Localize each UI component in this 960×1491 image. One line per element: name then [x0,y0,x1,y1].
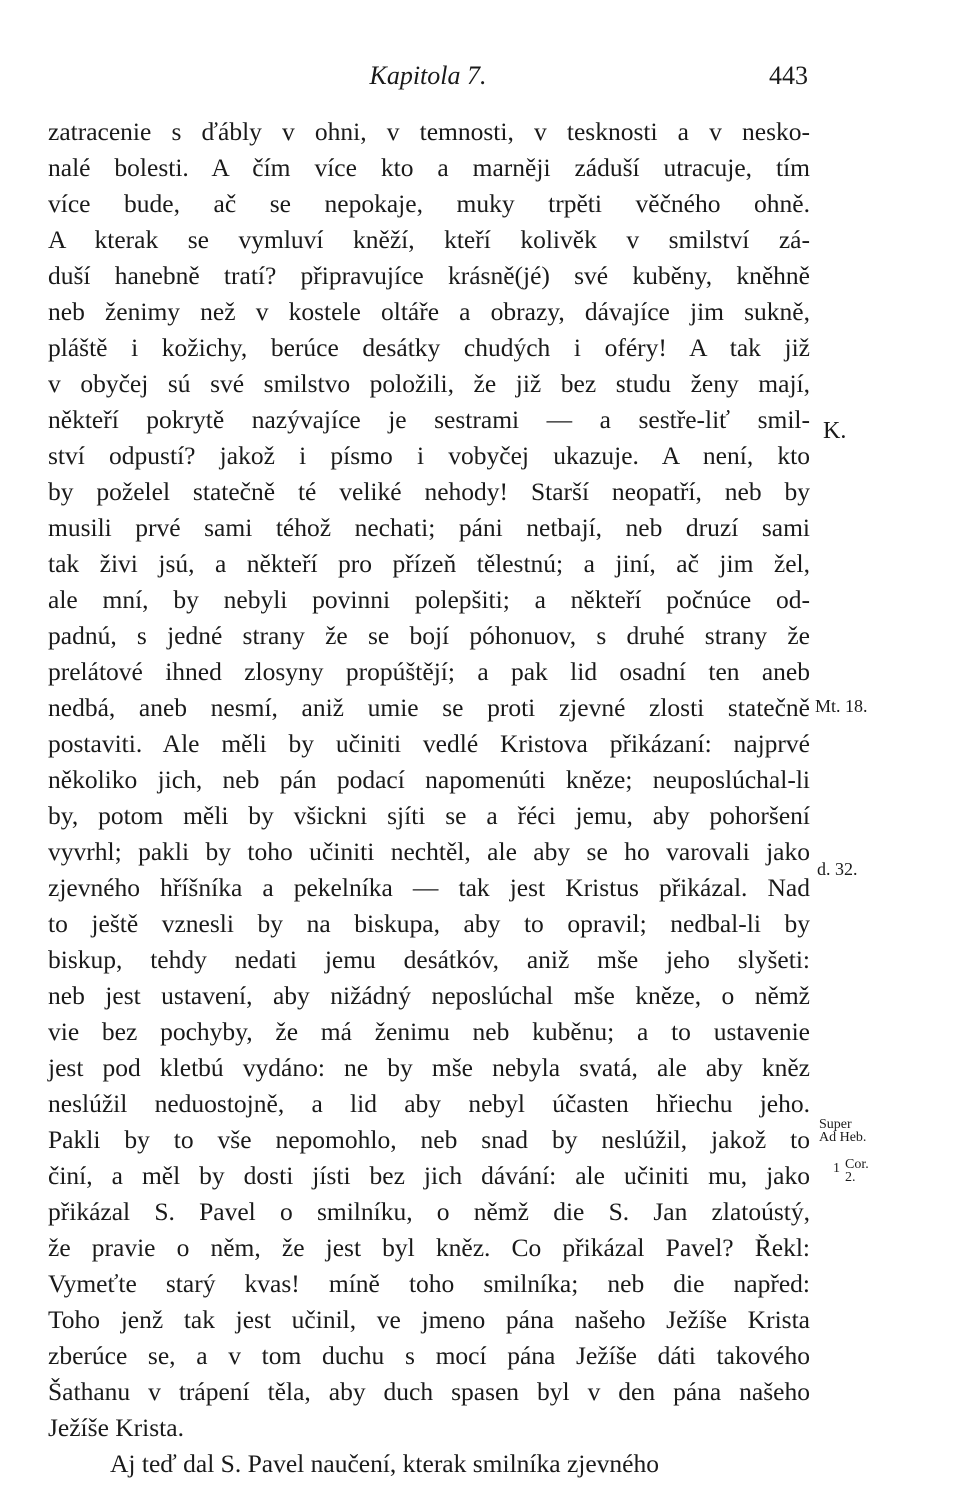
text-line: Pakli by to vše nepomohlo, neb snad by neslúžil, jakož to [48,1125,810,1154]
text-line: vyvrhl; pakli by toho učiniti nechtěl, ale aby se ho varovali jako [48,837,810,866]
margin-notes [815,0,955,1491]
text-line: Ježíše Krista. [48,1413,184,1442]
margin-note-cor-number: 1 [833,1161,840,1176]
text-line: prelátové ihned zlosyny propúštějí; a pak lid osadní ten aneb [48,657,810,686]
margin-note-k: K. [823,418,847,444]
text-line: zberúce se, a v tom duchu s mocí pána Ježíše dáti takového [48,1341,810,1370]
margin-note-mt18: Mt. 18. [815,696,868,716]
text-line: neb jest ustavení, aby nižádný neposlúchal mše kněze, o němž [48,981,810,1010]
text-line: pláště i kožichy, berúce desátky chudých i oféry! A tak již [48,333,810,362]
text-line: nedbá, aneb nesmí, aniž umie se proti zjevné zlosti statečně [48,693,810,722]
text-line: musili prvé sami téhož nechati; páni netbají, neb druzí sami [48,513,810,542]
text-line: padnú, s jedné strany že se bojí póhonuov, s druhé strany že [48,621,810,650]
text-line: Toho jenž tak jest učinil, ve jmeno pána našeho Ježíše Krista [48,1305,810,1334]
page-header [48,60,808,100]
text-line: to ještě vznesli by na biskupa, aby to opravil; nedbal-li by [48,909,810,938]
text-line: zjevného hříšníka a pekelníka — tak jest Kristus přikázal. Nad [48,873,810,902]
text-line: ale mní, by nebyli povinni polepšiti; a někteří počnúce od- [48,585,810,614]
text-line: činí, a měl by dosti jísti bez jich dávání: ale učiniti mu, jako [48,1161,810,1190]
text-line: postaviti. Ale měli by učiniti vedlé Kristova přikázaní: najprvé [48,729,810,758]
margin-note-cor-line2: 2. [845,1170,856,1185]
margin-note-super-line2: Ad Heb. [819,1130,867,1145]
text-line: Vymeťte starý kvas! míně toho smilníka; neb die napřed: [48,1269,810,1298]
page-number: 443 [769,61,808,90]
text-line: vie bez pochyby, že má ženimu neb kuběnu; a to ustavenie [48,1017,810,1046]
margin-note-super-line1: Super [819,1117,852,1132]
text-line: Aj teď dal S. Pavel naučení, kterak smilníka zjevného [110,1449,659,1478]
text-line: Šathanu v trápení těla, aby duch spasen byl v den pána našeho [48,1377,810,1406]
text-line: jest pod kletbú vydáno: ne by mše nebyla svatá, ale aby kněz [48,1053,810,1082]
running-head: Kapitola 7. [369,61,487,90]
text-line: několiko jich, neb pán podací napomenúti kněze; neuposlúchal-li [48,765,810,794]
text-line: že pravie o něm, že jest byl kněz. Co přikázal Pavel? Řekl: [48,1233,810,1262]
text-line: biskup, tehdy nedati jemu desátkóv, aniž mše jeho slyšeti: [48,945,810,974]
margin-note-cor [833,1158,869,1184]
body-text [48,114,810,1482]
text-line: v obyčej sú své smilstvo položili, že již bez studu ženy mají, [48,369,810,398]
text-line: nalé bolesti. A čím více kto a marněji záduší utracuje, tím [48,153,810,182]
margin-note-cor-line1: Cor. [845,1157,869,1172]
text-line: by poželel statečně té veliké nehody! Starší neopatří, neb by [48,477,810,506]
text-line: přikázal S. Pavel o smilníku, o němž die S. Jan zlatoústý, [48,1197,810,1226]
text-line: duší hanebně tratí? připravujíce krásně(jé) své kuběny, kněhně [48,261,810,290]
text-line: tak živi jsú, a někteří pro přízeň tělestnú; a jiní, ač jim žel, [48,549,810,578]
text-line: někteří pokrytě nazývajíce je sestrami — a sestře-liť smil- [48,405,810,434]
text-line: by, potom měli by všickni sjíti se a řéci jemu, aby pohoršení [48,801,810,830]
text-line: A kterak se vymluví kněží, kteří kolivěk v smilství zá- [48,225,810,254]
text-line: více bude, ač se nepokaje, muky trpěti věčného ohně. [48,189,810,218]
margin-note-super [819,1118,866,1144]
text-line: neslúžil neduostojně, a lid aby nebyl účasten hřiechu jeho. [48,1089,810,1118]
text-line: neb ženimy než v kostele oltáře a obrazy, dávajíce jim sukně, [48,297,810,326]
text-line: zatracenie s ďábly v ohni, v temnosti, v tesknosti a v nesko- [48,117,810,146]
margin-note-d32: d. 32. [817,859,858,879]
text-line: ství odpustí? jakož i písmo i vobyčej ukazuje. A není, kto [48,441,810,470]
